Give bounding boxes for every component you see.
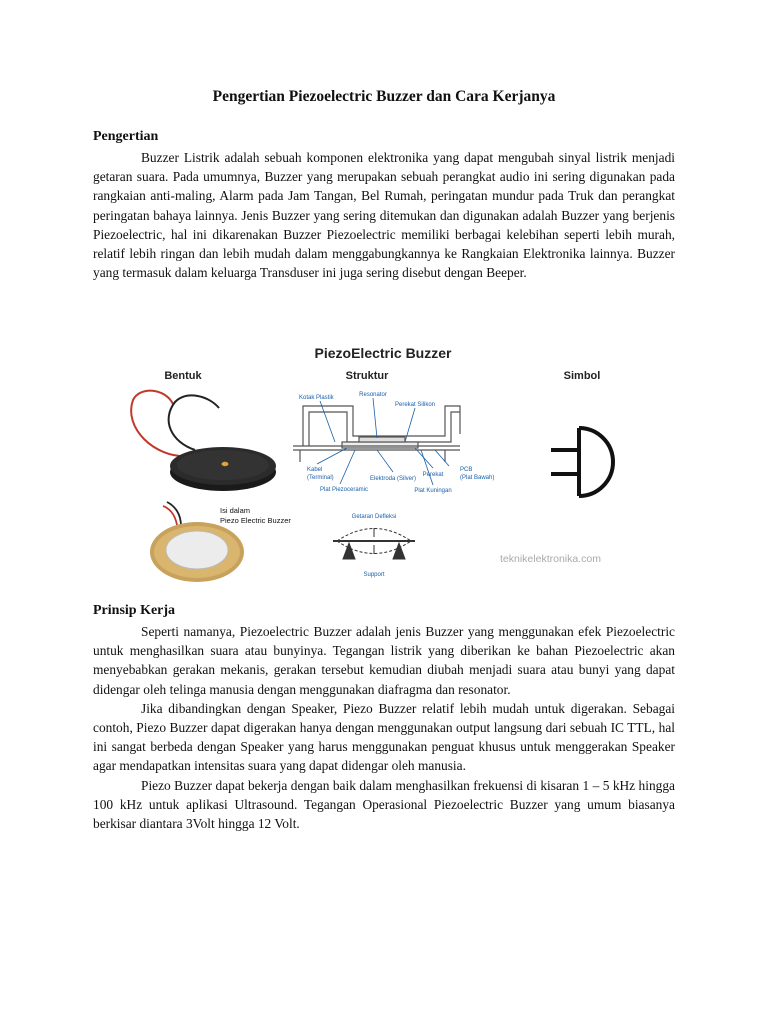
isi-dalam-label-line2: Piezo Electric Buzzer (220, 516, 291, 525)
paragraph-text: Buzzer Listrik adalah sebuah komponen elektronika yang dapat mengubah sinyal listrik menjadi getaran suara. Pada umumnya, Buzzer yang merupakan sebuah perangkat audio ini sering digunakan pada rangkaian anti-maling, Alarm pada Jam Tangan, Bel Rumah, peringatan mundur pada Truk dan perangkat peringatan bahaya lainnya. Jenis Buzzer yang sering ditemukan dan digunakan adalah Buzzer yang berjenis Piezoelectric, hal ini dikarenakan Buzzer Piezoelectric memiliki berbagai kelebihan seperti lebih murah, relatif lebih ringan dan lebih mudah dalam menggabungkannya ke Rangkaian Elektronika lainnya. Buzzer yang termasuk dalam keluarga Transduser ini juga sering disebut dengan Beeper. (93, 150, 675, 281)
label-pcb-plat-bawah: (Plat Bawah) (460, 475, 495, 481)
label-plat-kuningan: Plat Kuningan (414, 488, 452, 494)
document-title: Pengertian Piezoelectric Buzzer dan Cara Kerjanya (212, 88, 556, 105)
section-heading-prinsip-kerja: Prinsip Kerja (93, 603, 176, 618)
label-perekat: Perekat (422, 472, 444, 478)
label-kotak-plastik: Kotak Plastik (299, 395, 334, 401)
label-elektroda: Elektroda (Silver) (369, 476, 417, 482)
paragraph-prinsip-kerja (93, 622, 675, 833)
buzzer-symbol-icon (551, 428, 613, 496)
label-perekat-silikon: Perekat Silikon (394, 402, 436, 408)
figure-col-simbol: Simbol (563, 370, 601, 382)
figure-col-struktur: Struktur (345, 370, 389, 382)
label-support: Support (363, 572, 385, 578)
section-heading-pengertian: Pengertian (93, 129, 159, 144)
isi-dalam-label-line1: Isi dalam (220, 506, 251, 515)
paragraph-text-2: Jika dibandingkan dengan Speaker, Piezo Buzzer relatif lebih mudah untuk digerakan. Sebagai contoh, Piezo Buzzer dapat digerakan hanya dengan menggunakan output langsung dari sebuah IC TTL, hal ini sangat berbeda dengan Speaker yang harus menggunakan penguat khusus untuk menggerakan Speaker agar mendapatkan intensitas suara yang dapat didengar oleh manusia. (93, 700, 675, 774)
label-kabel: Kabel (307, 467, 323, 473)
figure-col-bentuk: Bentuk (164, 370, 202, 382)
paragraph-text-3: Piezo Buzzer dapat bekerja dengan baik dalam menghasilkan frekuensi di kisaran 1 – 5 kHz hingga 100 kHz untuk aplikasi Ultrasound. Tegangan Operasional Piezoelectric Buzzer yang umum biasanya berkisar diantara 3Volt hingga 12 Volt. (93, 777, 675, 832)
label-kabel-terminal: (Terminal) (307, 475, 334, 481)
label-resonator: Resonator (359, 392, 387, 398)
label-plat-piezoceramic: Plat Piezoceramic (320, 487, 369, 493)
paragraph-pengertian (93, 148, 675, 282)
paragraph-text-1: Seperti namanya, Piezoelectric Buzzer adalah jenis Buzzer yang menggunakan efek Piezoelectric untuk menghasilkan suara atau bunyinya. Tegangan listrik yang diberikan ke bahan Piezoelectric akan menyebabkan gerakan mekanis, gerakan tersebut kemudian diubah menjadi suara atau bunyi yang dapat didengar oleh telinga manusia dengan menggunakan diafragma dan resonator. (93, 624, 675, 697)
piezo-buzzer-figure (115, 338, 655, 586)
figure-title: PiezoElectric Buzzer (314, 345, 452, 361)
figure-watermark: teknikelektronika.com (500, 553, 601, 565)
deflection-diagram (333, 528, 415, 559)
label-getaran-defleksi: Getaran Defleksi (351, 514, 397, 520)
label-pcb: PCB (460, 467, 473, 473)
buzzer-photo-icon (131, 391, 276, 491)
